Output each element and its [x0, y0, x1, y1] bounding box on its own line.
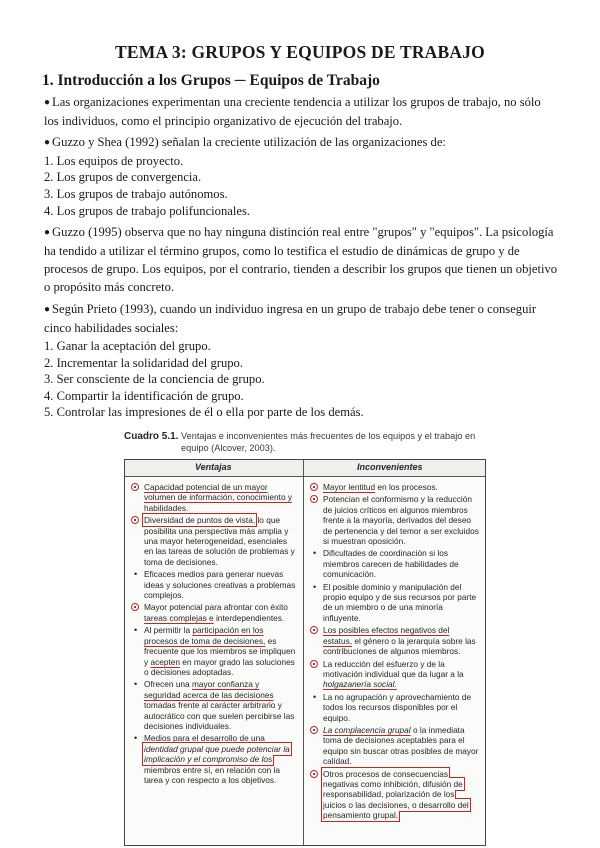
item-text: Medios para el desarrollo de una [144, 733, 265, 744]
list-1-item: 2. Los grupos de convergencia. [44, 170, 202, 185]
paragraph-3 [44, 224, 558, 296]
list-2-item: 5. Controlar las impresiones de él o ella por parte de los demás. [44, 405, 364, 420]
list-2-item: 3. Ser consciente de la conciencia de grupo. [44, 372, 265, 387]
item-text: Potencian el conformismo y la reducción de juicios críticos en algunos miembros frente a la mayoría, derivados del deseo de pertenencia y del temor a ser excluidos si muestran oposición. [323, 494, 479, 547]
paragraph-4 [44, 301, 558, 338]
section-body [44, 94, 558, 421]
list-item [311, 482, 479, 492]
list-item [132, 733, 298, 785]
header-ventajas: Ventajas [195, 462, 232, 472]
highlighted-text: mayor confianza y seguridad acerca de las decisiones [144, 679, 274, 700]
paragraph-1 [44, 94, 558, 129]
item-text: en mayor grado las soluciones o decisiones adoptadas. [144, 656, 295, 677]
item-text: Dificultades de coordinación si los miembros carecen de habilidades de comunicación. [323, 548, 459, 580]
list-item [132, 515, 298, 567]
item-text: es frecuente que los miembros se impliquen y [144, 635, 296, 667]
paragraph-2 [44, 134, 558, 153]
list-1-item: 4. Los grupos de trabajo polifuncionales. [44, 203, 251, 218]
figure-table-scan [117, 426, 489, 846]
list-item [311, 625, 479, 656]
list-item [132, 482, 298, 513]
highlighted-text: tareas complejas e [144, 612, 214, 623]
item-text: Al permitir la [144, 625, 193, 636]
column-divider [303, 460, 304, 845]
item-text: en los procesos. [375, 482, 438, 492]
highlighted-text: acepten [150, 656, 180, 667]
highlighted-text: participación en los procesos de toma de decisiones, [144, 625, 266, 646]
highlighted-text: Los posibles efectos negativos del estatus, [323, 625, 450, 646]
list-2-item: 4. Compartir la identificación de grupo. [44, 388, 244, 403]
pros-cons-table [124, 459, 486, 846]
list-item [311, 659, 479, 690]
item-text: lo que posibilita una perspectiva más amplia y una mayor heterogeneidad, esenciales en las tareas de solución de problemas y toma de decisiones. [144, 515, 295, 567]
section-heading: 1. Introducción a los Grupos ─ Equipos de Trabajo [42, 72, 380, 89]
highlighted-text: Capacidad potencial de un mayor volumen de información, conocimiento y habilidades. [144, 482, 293, 513]
list-1-item: 1. Los equipos de proyecto. [44, 153, 184, 168]
item-text: La reducción del esfuerzo y de la motivación individual que da lugar a la [323, 658, 464, 679]
highlighted-text: Mayor lentitud [323, 482, 376, 492]
figure-label: Cuadro 5.1. [124, 431, 179, 442]
highlighted-text: holgazanería social. [323, 679, 397, 690]
list-item [311, 725, 479, 767]
list-item [311, 769, 479, 821]
list-item [311, 692, 479, 723]
boxed-text: identidad grupal que puede potenciar la implicación y el compromiso de los [144, 743, 290, 765]
paragraph-2-text: Guzzo y Shea (1992) señalan la creciente utilización de las organizaciones de: [52, 135, 446, 150]
item-text: el género o la jerarquía sobre las contribuciones de algunos miembros. [323, 635, 476, 657]
highlighted-text: La complacencia grupal [323, 724, 411, 735]
item-text: La no agrupación y aprovechamiento de todos los recursos disponibles por el equipo. [323, 691, 472, 723]
list-1-item: 3. Los grupos de trabajo autónomos. [44, 186, 228, 201]
item-text: interdependientes. [213, 612, 285, 623]
list-2-item: 1. Ganar la aceptación del grupo. [44, 338, 211, 353]
ventajas-column [132, 482, 298, 787]
boxed-text: Diversidad de puntos de vista, [144, 515, 256, 526]
item-text: miembros entre sí, en relación con la tarea y con respecto a los objetivos. [144, 764, 281, 785]
list-item [132, 625, 298, 677]
item-text: Ofrecen una [144, 679, 192, 690]
list-2-item: 2. Incrementar la solidaridad del grupo. [44, 355, 243, 370]
item-text: tomadas frente al carácter arbitrario y autocrático con que suelen percibirse las decisiones individuales. [144, 700, 295, 731]
inconvenientes-column [311, 482, 479, 823]
list-item [311, 582, 479, 624]
list-item [132, 679, 298, 731]
table-header-row [125, 460, 485, 477]
list-item [132, 569, 298, 600]
paragraph-1-text: Las organizaciones experimentan una creciente tendencia a utilizar los grupos de trabajo, no sólo los individuos, como el principio organizativo de ejecución del trabajo. [44, 95, 541, 128]
boxed-text: Otros procesos de consecuencias negativas como inhibición, difusión de responsabilidad, polarización de los juicios o las decisiones, o desarrollo del pensamiento grupal. [323, 768, 469, 821]
figure-caption: Ventajas e inconvenientes más frecuentes de los equipos y el trabajo en equipo (Alcover, 2003). [181, 431, 476, 453]
page-title: TEMA 3: GRUPOS Y EQUIPOS DE TRABAJO [114, 42, 485, 62]
paragraph-4-text: Según Prieto (1993), cuando un individuo ingresa en un grupo de trabajo debe tener o conseguir cinco habilidades sociales: [44, 302, 537, 336]
list-item [311, 548, 479, 579]
item-text: El posible dominio y manipulación del propio equipo y de sus recursos por parte de un miembro o de una minoría influyente. [323, 581, 477, 623]
item-text: o la inmediata toma de decisiones aceptables para el equipo sin buscar otras posibles de mayor calidad. [323, 724, 479, 767]
item-text: Mayor potencial para afrontar con éxito [144, 602, 288, 613]
list-item [311, 494, 479, 546]
item-text: Eficaces medios para generar nuevas ideas y soluciones creativas a problemas complejos. [144, 569, 296, 601]
list-item [132, 602, 298, 623]
paragraph-3-text: Guzzo (1995) observa que no hay ninguna distinción real entre "grupos" y "equipos". La psicología ha tendido a utilizar el término grupos, como lo testifica el estudio de dinámicas de grupo y de procesos de grupo. Los equipos, por el contrario, tienden a describir los grupos que tienen un objetivo o propósito más concreto. [44, 225, 558, 294]
header-inconvenientes: Inconvenientes [357, 462, 423, 472]
